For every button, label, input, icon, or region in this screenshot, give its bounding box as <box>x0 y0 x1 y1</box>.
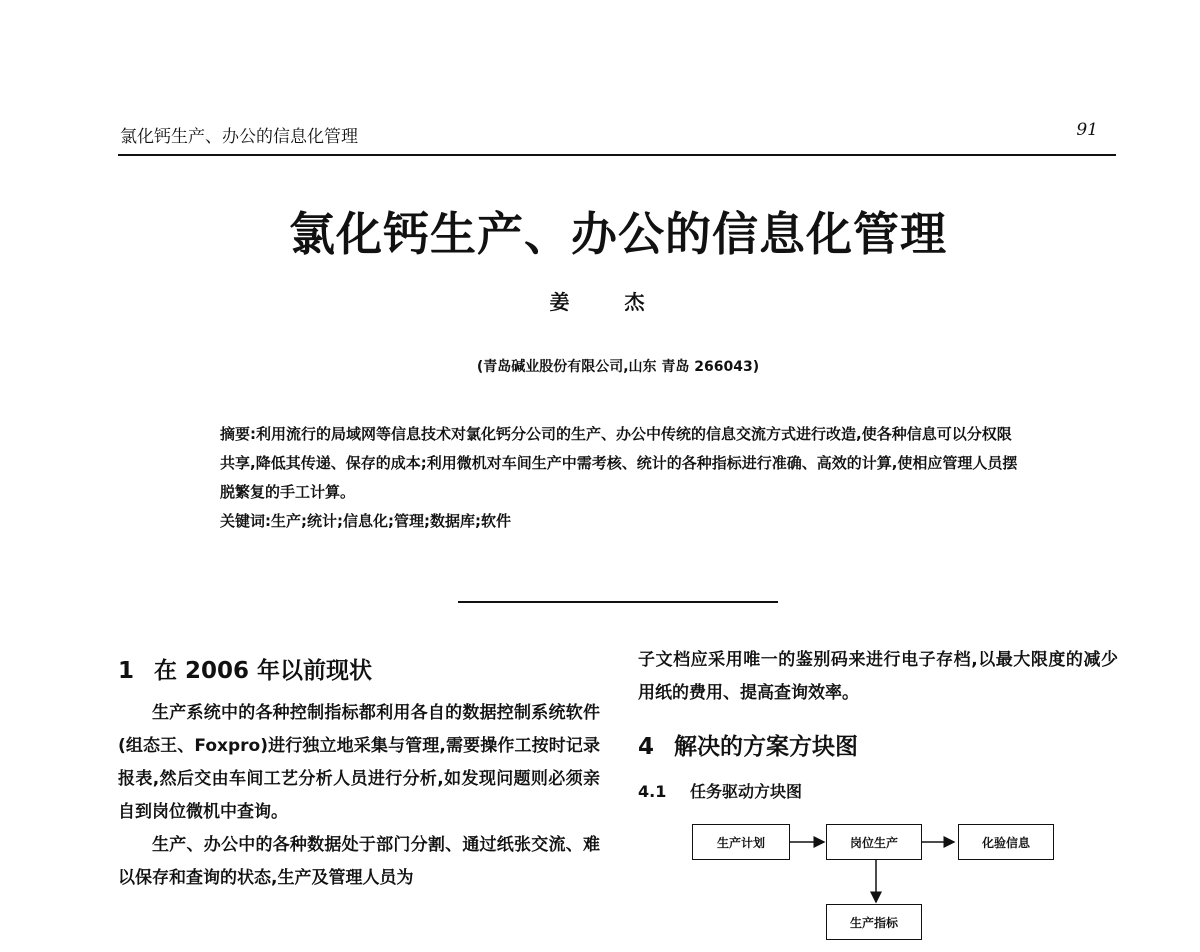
affiliation: (青岛碱业股份有限公司,山东 青岛 266043) <box>476 359 760 375</box>
article-title: 氯化钙生产、办公的信息化管理 <box>289 207 947 261</box>
section-divider <box>458 601 778 603</box>
keywords-text: 关键词:生产;统计;信息化;管理;数据库;软件 <box>220 512 511 530</box>
box-production-plan: 生产计划 <box>692 824 790 860</box>
section-1-paragraph-1: 生产系统中的各种控制指标都利用各自的数据控制系统软件(组态王、Foxpro)进行独立地采集与管理,需要操作工按时记录报表,然后交由车间工艺分析人员进行分析,如发现问题则必须亲自到岗位微机中查询。 <box>118 703 600 822</box>
section-4-title: 解决的方案方块图 <box>674 734 858 760</box>
subsection-4-1-heading <box>638 779 1118 802</box>
section-1-title: 在 2006 年以前现状 <box>154 658 373 684</box>
section-1-paragraph-2: 生产、办公中的各种数据处于部门分割、通过纸张交流、难以保存和查询的状态,生产及管理人员为 <box>118 835 600 888</box>
page-number: 91 <box>1076 120 1098 140</box>
header-rule <box>118 154 1116 156</box>
continued-paragraph: 子文档应采用唯一的鉴别码来进行电子存档,以最大限度的减少用纸的费用、提高查询效率。 <box>638 650 1118 703</box>
right-column <box>638 644 1118 802</box>
section-4-number: 4 <box>638 734 655 760</box>
abstract-block <box>220 420 1020 536</box>
box-lab-info: 化验信息 <box>958 824 1054 860</box>
author: 姜 杰 <box>549 290 669 314</box>
section-1-number: 1 <box>118 658 135 684</box>
box-post-production: 岗位生产 <box>826 824 922 860</box>
section-1-heading <box>118 652 600 685</box>
section-4-heading <box>638 728 1118 761</box>
abstract-text: 摘要:利用流行的局域网等信息技术对氯化钙分公司的生产、办公中传统的信息交流方式进行改造,使各种信息可以分权限共享,降低其传递、保存的成本;利用微机对车间生产中需考核、统计的各种指标进行准确、高效的计算,使相应管理人员摆脱繁复的手工计算。 <box>220 425 1018 501</box>
subsection-4-1-title: 任务驱动方块图 <box>690 782 803 801</box>
box-production-indicators: 生产指标 <box>826 904 922 940</box>
task-flow-diagram <box>690 818 1070 952</box>
left-column <box>118 652 600 895</box>
subsection-4-1-number: 4.1 <box>638 782 667 801</box>
running-title: 氯化钙生产、办公的信息化管理 <box>120 127 358 147</box>
